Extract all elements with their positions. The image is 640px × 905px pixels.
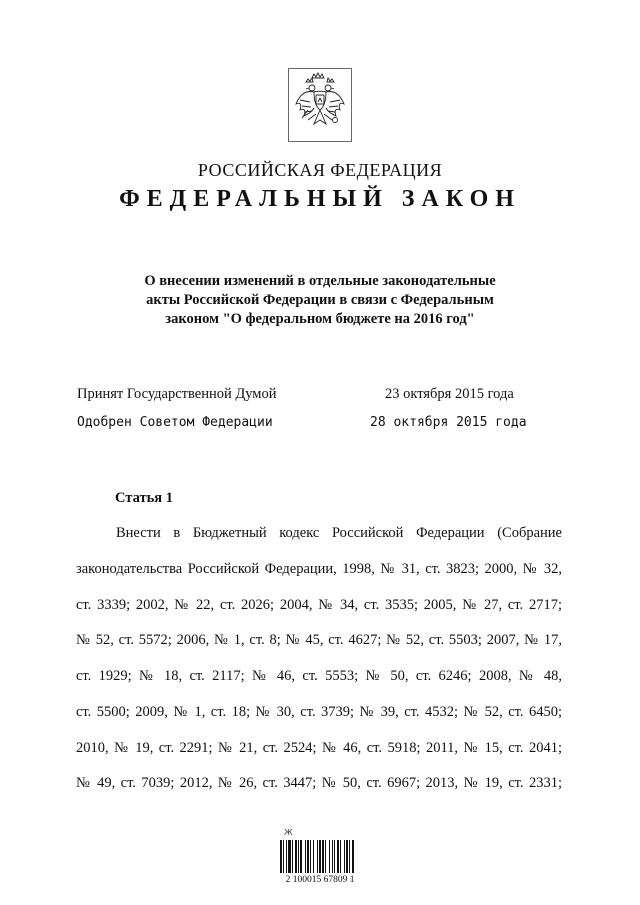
article-heading: Статья 1 <box>115 490 173 506</box>
article-text-line: ст. 1929; № 18, ст. 2117; № 46, ст. 5553; № 50, ст. 6246; 2008, № 48, <box>76 668 562 684</box>
barcode-icon <box>280 840 362 873</box>
coat-of-arms-icon <box>288 68 352 142</box>
law-title-line: О внесении изменений в отдельные законодательные <box>144 273 496 289</box>
article-text-line: ст. 3339; 2002, № 22, ст. 2026; 2004, № 34, ст. 3535; 2005, № 27, ст. 2717; <box>76 597 562 613</box>
article-text-line: № 52, ст. 5572; 2006, № 1, ст. 8; № 45, ст. 4627; № 52, ст. 5503; 2007, № 17, <box>76 632 562 648</box>
stamp-mark: Ж <box>284 828 293 837</box>
article-text-line: ст. 5500; 2009, № 1, ст. 18; № 30, ст. 3739; № 39, ст. 4532; № 52, ст. 6450; <box>76 704 562 720</box>
barcode-number: 2 100015 67809 1 <box>285 875 355 885</box>
article-text-line: Внести в Бюджетный кодекс Российской Федерации (Собрание <box>116 525 562 541</box>
article-text-line: 2010, № 19, ст. 2291; № 21, ст. 2524; № 46, ст. 5918; 2011, № 15, ст. 2041; <box>76 740 562 756</box>
duma-adoption-label: Принят Государственной Думой <box>77 386 277 402</box>
law-title-line: акты Российской Федерации в связи с Федеральным <box>146 292 494 308</box>
country-name: РОССИЙСКАЯ ФЕДЕРАЦИЯ <box>197 160 443 180</box>
law-title <box>100 272 540 329</box>
barcode-block <box>270 828 370 888</box>
duma-adoption-date: 23 октября 2015 года <box>385 386 514 402</box>
council-approval-label: Одобрен Советом Федерации <box>77 415 273 430</box>
document-type: ФЕДЕРАЛЬНЫЙ ЗАКОН <box>119 186 521 212</box>
article-text-line: законодательства Российской Федерации, 1998, № 31, ст. 3823; 2000, № 32, <box>76 561 562 577</box>
council-approval-date: 28 октября 2015 года <box>370 415 527 430</box>
law-title-line: законом "О федеральном бюджете на 2016 год" <box>165 311 475 327</box>
article-text-line: № 49, ст. 7039; 2012, № 26, ст. 3447; № 50, ст. 6967; 2013, № 19, ст. 2331; <box>76 775 562 791</box>
